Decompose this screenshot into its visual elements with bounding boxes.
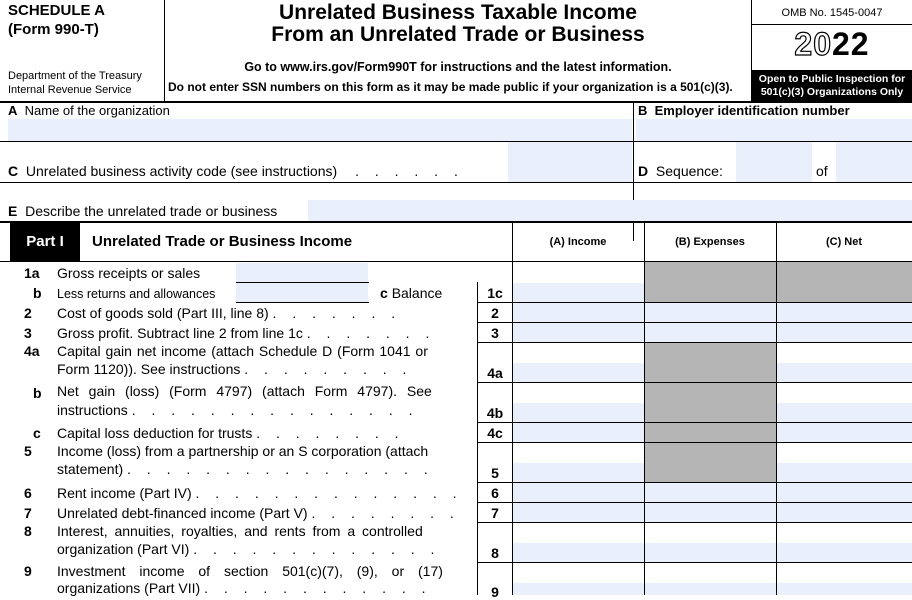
line-5-dots: . . . . . . . . . . . . . . . . (127, 461, 434, 477)
line-9-income-cell[interactable] (513, 583, 644, 595)
line-3-dots: . . . . . . . (306, 325, 436, 341)
line-5-text-2: statement) (57, 461, 124, 477)
part-1-title: Unrelated Trade or Business Income (92, 233, 353, 250)
form-title-line-2: From an Unrelated Trade or Business (271, 23, 645, 46)
tax-year-bold: 22 (832, 26, 870, 62)
line-6-number: 6 (24, 485, 32, 501)
activity-code-input[interactable] (508, 142, 632, 182)
organization-name-input[interactable] (8, 119, 632, 141)
line-3-income-cell[interactable] (513, 323, 644, 342)
field-b-letter: B (638, 103, 648, 118)
line-4b-box: 4b (486, 405, 504, 421)
sequence-total-input[interactable] (836, 142, 912, 182)
field-e-label (8, 203, 277, 219)
ssn-warning: Do not enter SSN numbers on this form as it may be made public if your organization is a 501(c)(3). (168, 80, 733, 94)
line-8-text-row-2 (57, 541, 440, 557)
line-9-box: 9 (491, 584, 499, 600)
line-3-net-cell[interactable] (777, 323, 912, 342)
field-c-text: Unrelated business activity code (see instructions) (25, 163, 338, 179)
line-9-number: 9 (24, 563, 32, 579)
line-6-text: Rent income (Part IV) (57, 485, 192, 501)
public-inspection-line-1: Open to Public Inspection for (758, 73, 906, 85)
field-d-text: Sequence: (655, 163, 723, 179)
field-a-letter: A (8, 103, 18, 118)
line-9-net-cell[interactable] (777, 583, 912, 595)
line-3-box: 3 (491, 325, 499, 341)
public-inspection-banner (752, 70, 912, 102)
line-4a-text-1: Capital gain net income (attach Schedule D (Form 1041 or (57, 343, 428, 359)
line-9-dots: . . . . . . . . . . . . (204, 580, 432, 596)
line-2-expenses-cell[interactable] (645, 303, 776, 322)
line-9-text-1: Investment income of section 501(c)(7), (9), or (17) (57, 563, 443, 579)
line-2-text-row (57, 305, 401, 321)
line-4a-text-row-2 (57, 361, 412, 377)
field-c-label (8, 163, 464, 179)
department-line: Department of the Treasury (8, 70, 142, 82)
line-2-text: Cost of goods sold (Part III, line 8) (57, 305, 269, 321)
line-7-text-row (57, 505, 460, 521)
line-8-text-1: Interest, annuities, royalties, and rents from a controlled (57, 523, 423, 539)
shaded-expenses-2-5 (645, 342, 776, 482)
line-8-dots: . . . . . . . . . . . . . (193, 541, 441, 557)
omb-number: OMB No. 1545-0047 (781, 7, 883, 19)
line-7-number: 7 (24, 505, 32, 521)
line-1c-letter: c (380, 285, 388, 301)
schedule-name: SCHEDULE A (8, 2, 105, 19)
line-5-text-1: Income (loss) from a partnership or an S corporation (attach (57, 443, 429, 459)
line-3-expenses-cell[interactable] (645, 323, 776, 342)
line-7-box: 7 (491, 505, 499, 521)
line-1c-text: Balance (391, 285, 443, 301)
line-4b-text-2: instructions (57, 402, 128, 418)
line-5-text-row-2 (57, 461, 434, 477)
line-1c-income-cell[interactable] (513, 283, 644, 302)
instructions-link-line: Go to www.irs.gov/Form990T for instructions and the latest information. (244, 60, 672, 74)
line-4a-number: 4a (24, 343, 40, 359)
ein-input[interactable] (636, 119, 912, 141)
line-4c-box: 4c (487, 425, 503, 441)
line-4c-income-cell[interactable] (513, 423, 644, 442)
field-c-letter: C (8, 163, 19, 179)
line-4b-dots: . . . . . . . . . . . . . . . (131, 402, 419, 418)
line-8-expenses-cell[interactable] (645, 543, 776, 562)
line-2-net-cell[interactable] (777, 303, 912, 322)
shaded-net-1 (777, 262, 912, 302)
line-1a-text: Gross receipts or sales (57, 265, 201, 281)
line-4a-text-2: Form 1120)). See instructions (57, 361, 241, 377)
field-b-label (638, 103, 850, 119)
line-2-number: 2 (24, 305, 32, 321)
line-4c-text-row (57, 425, 405, 441)
line-4a-box: 4a (487, 365, 503, 381)
line-1b-text: Less returns and allowances (57, 287, 216, 301)
line-8-number: 8 (24, 523, 32, 539)
form-title-line-1: Unrelated Business Taxable Income (279, 1, 637, 24)
line-2-income-cell[interactable] (513, 303, 644, 322)
line-4c-number: c (33, 425, 41, 441)
sequence-input[interactable] (736, 142, 812, 182)
column-c-header: (C) Net (825, 236, 863, 248)
line-2-box: 2 (491, 305, 499, 321)
line-7-net-cell[interactable] (777, 503, 912, 522)
line-8-net-cell[interactable] (777, 543, 912, 562)
line-3-text: Gross profit. Subtract line 2 from line 1c (57, 325, 303, 341)
line-6-dots: . . . . . . . . . . . . . . (195, 485, 463, 501)
line-5-number: 5 (24, 443, 32, 459)
irs-line: Internal Revenue Service (8, 84, 132, 96)
field-a-text: Name of the organization (24, 103, 170, 118)
line-4b-net-cell[interactable] (777, 403, 912, 422)
line-6-income-cell[interactable] (513, 483, 644, 502)
public-inspection-line-2: 501(c)(3) Organizations Only (760, 86, 904, 98)
line-1a-input[interactable] (236, 263, 368, 282)
field-d-letter: D (638, 163, 649, 179)
line-9-text-2: organizations (Part VII) (57, 580, 201, 596)
line-5-net-cell[interactable] (777, 463, 912, 482)
line-8-text-2: organization (Part VI) (57, 541, 190, 557)
field-a-label (8, 103, 170, 119)
line-7-text: Unrelated debt-financed income (Part V) (57, 505, 308, 521)
line-2-dots: . . . . . . . (272, 305, 402, 321)
line-9-expenses-cell[interactable] (645, 583, 776, 595)
line-4c-net-cell[interactable] (777, 423, 912, 442)
tax-year (752, 26, 912, 63)
line-9-text-row-2 (57, 580, 432, 596)
line-1c-label (380, 285, 442, 301)
line-3-text-row (57, 325, 435, 341)
form-number: (Form 990-T) (8, 21, 99, 38)
line-4b-income-cell[interactable] (513, 403, 644, 422)
field-e-text: Describe the unrelated trade or business (25, 203, 278, 219)
line-7-expenses-cell[interactable] (645, 503, 776, 522)
line-1a-number: 1a (24, 265, 40, 281)
line-8-income-cell[interactable] (513, 543, 644, 562)
column-a-header: (A) Income (549, 236, 607, 248)
shaded-expenses-1 (645, 262, 776, 302)
field-c-dots: . . . . . . (355, 163, 464, 179)
line-4b-text-row-2 (57, 402, 419, 418)
line-4b-text-1: Net gain (loss) (Form 4797) (attach Form 4797). See (57, 383, 432, 399)
line-6-expenses-cell[interactable] (645, 483, 776, 502)
tax-year-outline: 20 (794, 26, 832, 62)
line-5-income-cell[interactable] (513, 463, 644, 482)
line-6-text-row (57, 485, 463, 501)
field-e-letter: E (8, 203, 18, 219)
trade-description-input[interactable] (308, 200, 912, 221)
line-4a-dots: . . . . . . . . . (244, 361, 413, 377)
line-6-net-cell[interactable] (777, 483, 912, 502)
part-1-tag: Part I (10, 223, 80, 261)
sequence-of-label: of (816, 163, 828, 179)
line-8-box: 8 (491, 545, 499, 561)
line-1c-box: 1c (487, 285, 503, 301)
line-7-dots: . . . . . . . . (311, 505, 460, 521)
line-1b-number: b (33, 285, 42, 301)
line-7-income-cell[interactable] (513, 503, 644, 522)
line-3-number: 3 (24, 325, 32, 341)
field-b-text: Employer identification number (654, 103, 850, 118)
line-6-box: 6 (491, 485, 499, 501)
line-4c-text: Capital loss deduction for trusts (57, 425, 253, 441)
line-4a-net-cell[interactable] (777, 363, 912, 382)
line-1b-input[interactable] (236, 283, 368, 302)
line-4a-income-cell[interactable] (513, 363, 644, 382)
line-5-box: 5 (491, 465, 499, 481)
line-4b-number: b (33, 385, 42, 401)
line-4c-dots: . . . . . . . . (256, 425, 405, 441)
column-b-header: (B) Expenses (675, 236, 745, 248)
field-d-label (638, 163, 723, 179)
